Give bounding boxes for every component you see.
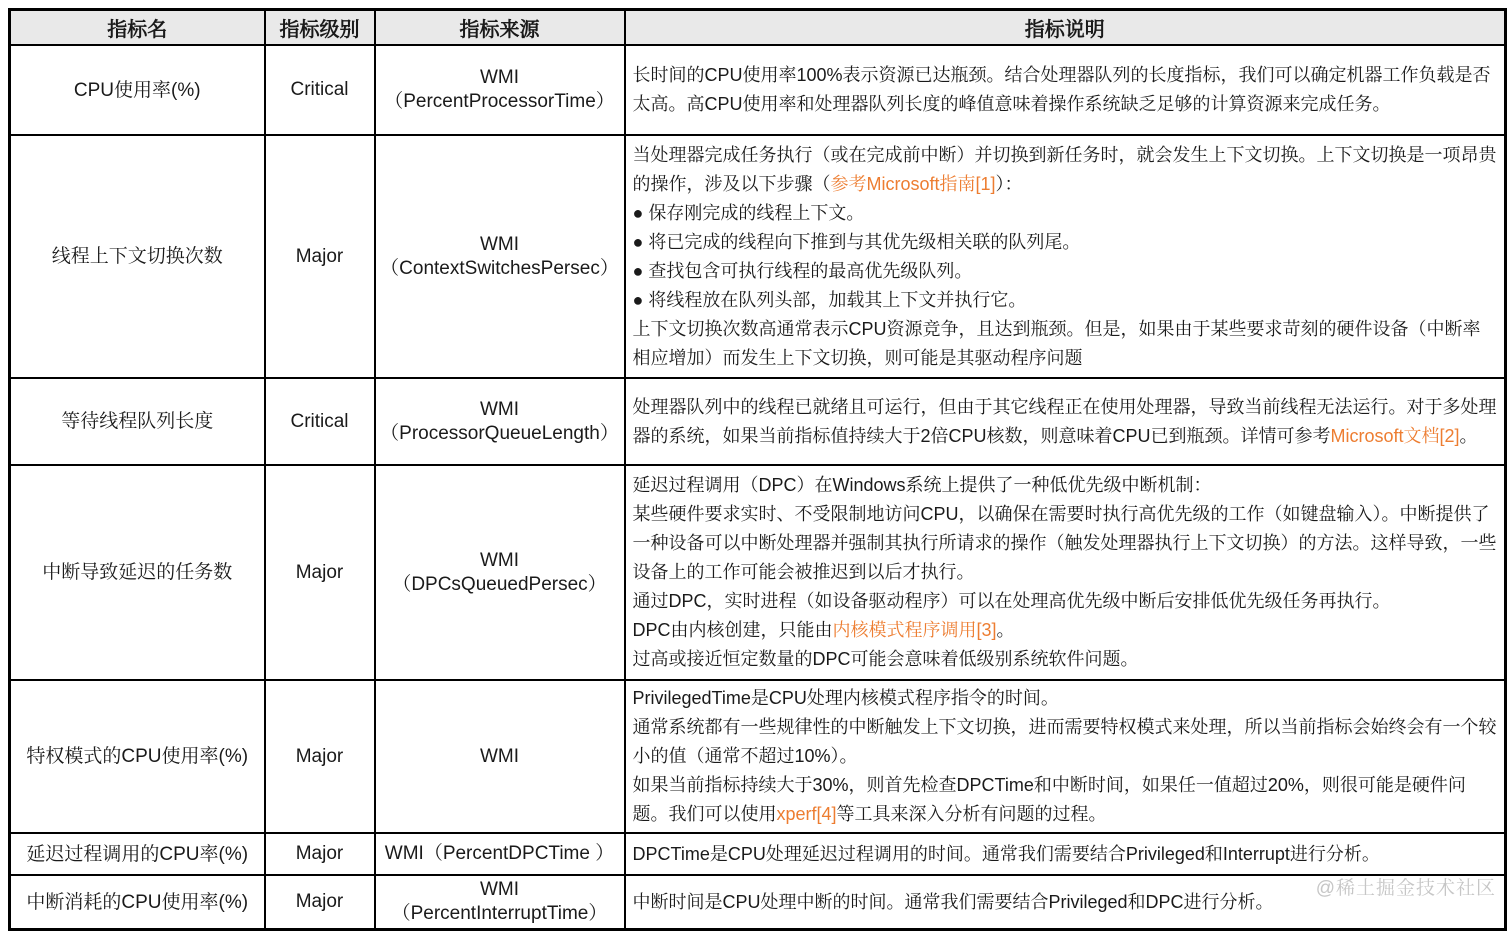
description-text: 等工具来深入分析有问题的过程。 xyxy=(836,804,1107,824)
header-metric-name: 指标名 xyxy=(10,10,265,46)
description-line xyxy=(633,840,1499,869)
source-line: WMI（PercentDPCTime ） xyxy=(384,843,615,864)
table-row xyxy=(10,135,1506,378)
metric-description-cell xyxy=(625,45,1506,135)
metric-level-cell: Major xyxy=(265,465,375,680)
description-line xyxy=(633,257,1499,286)
description-text: 长时间的CPU使用率100%表示资源已达瓶颈。结合处理器队列的长度指标，我们可以确定机器工作负载是否太高。高CPU使用率和处理器队列长度的峰值意味着操作系统缺乏足够的计算资源来完成任务。 xyxy=(632,65,1491,114)
description-text: 处理器队列中的线程已就绪且可运行，但由于其它线程正在使用处理器，导致当前线程无法运行。对于多处理器的系统，如果当前指标值持续大于2倍CPU核数，则意味着CPU已到瓶颈。详情可参考 xyxy=(632,396,1497,446)
description-text: 某些硬件要求实时、不受限制地访问CPU，以确保在需要时执行高优先级的工作（如键盘输入）。中断提供了一种设备可以中断处理器并强制其执行所请求的操作（触发处理器执行上下文切换）的方法。这样导致，一些设备上的工作可能会被推迟到以后才执行。 xyxy=(632,504,1497,582)
metric-level-cell: Critical xyxy=(265,378,375,465)
watermark: @稀土掘金技术社区 xyxy=(1315,878,1496,899)
description-text: 通过DPC，实时进程（如设备驱动程序）可以在处理高优先级中断后安排低优先级任务再执行。 xyxy=(632,591,1391,611)
source-line: （DPCsQueuedPersec） xyxy=(392,573,607,595)
metric-source-cell xyxy=(375,45,625,135)
description-line xyxy=(633,315,1499,373)
description-line xyxy=(633,141,1499,199)
description-text: 延迟过程调用（DPC）在Windows系统上提供了一种低优先级中断机制： xyxy=(632,475,1212,495)
description-text: ）： xyxy=(995,173,1023,194)
description-text: 当处理器完成任务执行（或在完成前中断）并切换到新任务时，就会发生上下文切换。上下文切换是一项昂贵的操作，涉及以下步骤（ xyxy=(632,144,1497,194)
reference-link[interactable]: 参考Microsoft指南[1] xyxy=(830,173,996,194)
table-row xyxy=(10,680,1506,833)
metric-name-cell: 线程上下文切换次数 xyxy=(10,135,265,378)
description-text: PrivilegedTime是CPU处理内核模式程序指令的时间。 xyxy=(632,688,1059,708)
metric-source-cell xyxy=(375,135,625,378)
description-line xyxy=(633,286,1499,315)
metric-source-cell xyxy=(375,465,625,680)
metric-name-cell: CPU使用率(%) xyxy=(10,45,265,135)
metric-source-cell xyxy=(375,378,625,465)
metric-level-cell: Critical xyxy=(265,45,375,135)
source-line: （ContextSwitchesPersec） xyxy=(380,257,619,279)
table-row xyxy=(10,465,1506,680)
source-line: WMI xyxy=(479,745,520,767)
reference-link[interactable]: 内核模式程序调用[3] xyxy=(832,620,997,640)
table-row xyxy=(10,875,1506,930)
description-text: 上下文切换次数高通常表示CPU资源竞争，且达到瓶颈。但是，如果由于某些要求苛刻的硬件设备（中断率相应增加）而发生上下文切换，则可能是其驱动程序问题 xyxy=(632,318,1481,368)
description-line xyxy=(633,713,1499,771)
metric-source-cell xyxy=(375,875,625,930)
metric-level-cell: Major xyxy=(265,833,375,875)
description-line xyxy=(633,228,1499,257)
table-row xyxy=(10,378,1506,465)
description-text: 。 xyxy=(996,620,1015,640)
description-text: 如果当前指标持续大于30%，则首先检查DPCTime和中断时间，如果任一值超过20%，则很可能是硬件问题。我们可以使用 xyxy=(632,775,1466,824)
metric-description-cell xyxy=(625,135,1506,378)
table-body xyxy=(10,45,1506,930)
table-row xyxy=(10,45,1506,135)
header-metric-description: 指标说明 xyxy=(625,10,1506,46)
metric-description-cell xyxy=(625,875,1506,930)
metric-level-cell: Major xyxy=(265,135,375,378)
description-line xyxy=(633,471,1499,500)
description-line xyxy=(633,616,1499,645)
description-line xyxy=(633,587,1499,616)
source-line: （PercentInterruptTime） xyxy=(391,903,608,924)
description-text: DPC由内核创建，只能由 xyxy=(632,620,833,640)
description-text: 。 xyxy=(1459,425,1478,446)
source-line: WMI xyxy=(479,398,520,420)
description-text: 过高或接近恒定数量的DPC可能会意味着低级别系统软件问题。 xyxy=(632,649,1139,669)
metric-description-cell xyxy=(625,680,1506,833)
description-line xyxy=(633,61,1499,119)
description-line xyxy=(633,199,1499,228)
description-line xyxy=(633,684,1499,713)
header-metric-source: 指标来源 xyxy=(375,10,625,46)
metric-name-cell: 特权模式的CPU使用率(%) xyxy=(10,680,265,833)
reference-link[interactable]: Microsoft文档[2] xyxy=(1330,425,1460,446)
description-text: ● 将已完成的线程向下推到与其优先级相关联的队列尾。 xyxy=(632,231,1081,252)
metric-description-cell xyxy=(625,465,1506,680)
description-text: ● 保存刚完成的线程上下文。 xyxy=(632,202,865,223)
metric-name-cell: 延迟过程调用的CPU率(%) xyxy=(10,833,265,875)
metrics-table xyxy=(8,8,1507,931)
source-line: WMI xyxy=(479,879,520,900)
description-text: DPCTime是CPU处理延迟过程调用的时间。通常我们需要结合Privileged和Interrupt进行分析。 xyxy=(632,843,1380,864)
metric-name-cell: 等待线程队列长度 xyxy=(10,378,265,465)
reference-link[interactable]: xperf[4] xyxy=(776,804,837,824)
description-text: ● 将线程放在队列头部，加载其上下文并执行它。 xyxy=(632,289,1027,310)
description-text: 通常系统都有一些规律性的中断触发上下文切换，进而需要特权模式来处理，所以当前指标会始终会有一个较小的值（通常不超过10%）。 xyxy=(632,717,1497,766)
description-line xyxy=(633,771,1499,829)
table-header xyxy=(10,10,1506,46)
metric-name-cell: 中断消耗的CPU使用率(%) xyxy=(10,875,265,930)
table-row xyxy=(10,833,1506,875)
source-line: （ProcessorQueueLength） xyxy=(380,422,619,444)
metric-source-cell xyxy=(375,833,625,875)
description-line xyxy=(633,888,1499,917)
description-line xyxy=(633,645,1499,674)
description-line xyxy=(633,393,1499,451)
metric-description-cell xyxy=(625,833,1506,875)
metric-source-cell xyxy=(375,680,625,833)
source-line: WMI xyxy=(479,67,520,88)
header-metric-level: 指标级别 xyxy=(265,10,375,46)
metric-level-cell: Major xyxy=(265,680,375,833)
metric-level-cell: Major xyxy=(265,875,375,930)
metric-description-cell xyxy=(625,378,1506,465)
header-row xyxy=(10,10,1506,46)
source-line: WMI xyxy=(479,233,520,255)
description-text: 中断时间是CPU处理中断的时间。通常我们需要结合Privileged和DPC进行分析。 xyxy=(632,891,1274,912)
metric-name-cell: 中断导致延迟的任务数 xyxy=(10,465,265,680)
description-text: ● 查找包含可执行线程的最高优先级队列。 xyxy=(632,260,973,281)
source-line: WMI xyxy=(479,549,520,571)
source-line: （PercentProcessorTime） xyxy=(384,91,615,112)
description-line xyxy=(633,500,1499,587)
